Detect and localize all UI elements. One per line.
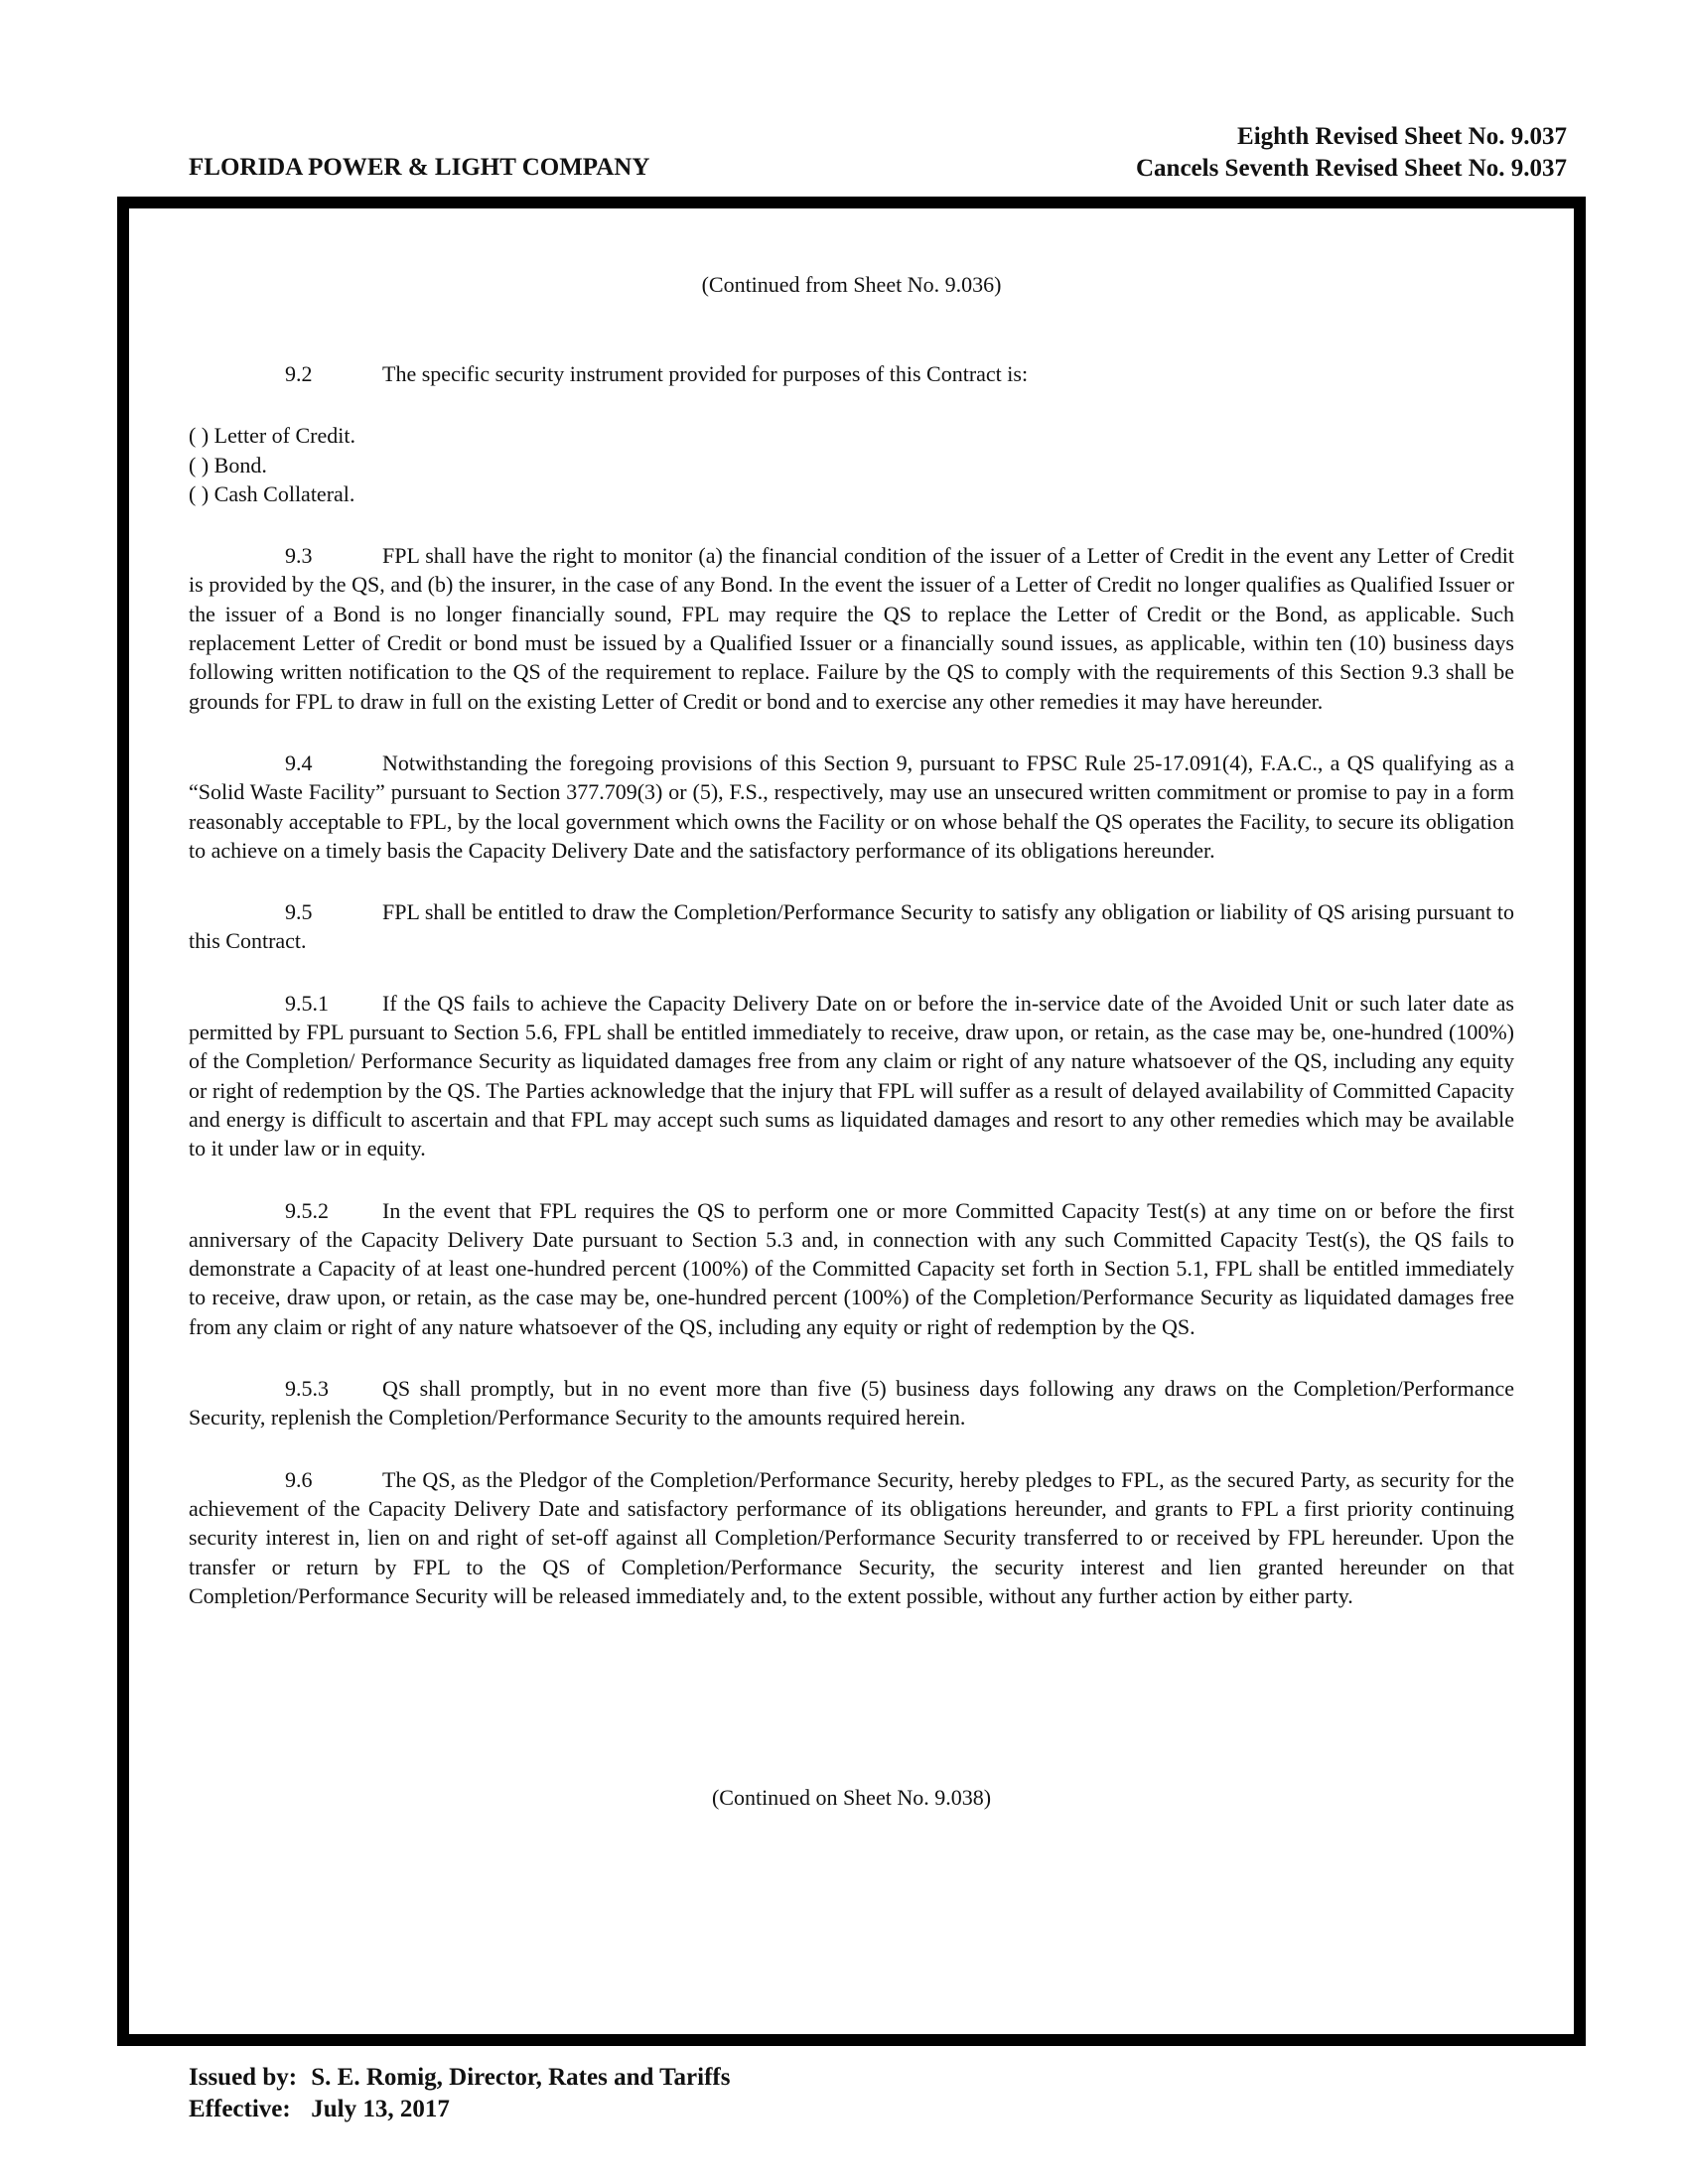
section-9-5-2 [189, 1196, 1514, 1341]
section-9-5 [189, 897, 1514, 956]
section-number: 9.6 [285, 1466, 313, 1492]
section-number: 9.2 [285, 361, 313, 386]
section-text: The QS, as the Pledgor of the Completion/Performance Security, hereby pledges to FPL, as the secured Party, as security for the achievement of the Capacity Delivery Date and satisfactory performance of its obligations hereunder, and grants to FPL a first priority continuing security interest in, lien on and right of set-off against all Completion/Performance Security transferred to or received by FPL hereunder. Upon the transfer or return by FPL to the QS of Completion/Performance Security, the security interest and lien granted hereunder on that Completion/Performance Security will be released immediately and, to the extent possible, without any further action by either party. [189, 1466, 1514, 1608]
section-text: In the event that FPL requires the QS to perform one or more Committed Capacity Test(s) at any time on or before the first anniversary of the Capacity Delivery Date pursuant to Section 5.3 and, in connection with any such Committed Capacity Test(s), the QS fails to demonstrate a Capacity of at least one-hundred percent (100%) of the Committed Capacity set forth in Section 5.1, FPL shall be entitled immediately to receive, draw upon, or retain, as the case may be, one-hundred percent (100%) of the Completion/Performance Security as liquidated damages free from any claim or right of any nature whatsoever of the QS, including any equity or right of redemption by the QS. [189, 1197, 1514, 1339]
section-text: FPL shall have the right to monitor (a) the financial condition of the issuer of a Letter of Credit in the event any Letter of Credit is provided by the QS, and (b) the insurer, in the case of any Bond. In the event the issuer of a Letter of Credit no longer qualifies as Qualified Issuer or the issuer of a Bond is no longer financially sound, FPL may require the QS to replace the Letter of Credit or the Bond, as applicable. Such replacement Letter of Credit or bond must be issued by a Qualified Issuer or a financially sound issues, as applicable, within ten (10) business days following written notification to the QS of the requirement to replace. Failure by the QS to comply with the requirements of this Section 9.3 shall be grounds for FPL to draw in full on the existing Letter of Credit or bond and to exercise any other remedies it may have hereunder. [189, 543, 1514, 714]
document-body [189, 359, 1514, 1643]
security-options [189, 421, 1514, 508]
section-number: 9.5.3 [285, 1376, 329, 1402]
section-number: 9.5.2 [285, 1197, 329, 1223]
option-letter-of-credit: ( ) Letter of Credit. [189, 423, 355, 449]
section-9-3 [189, 541, 1514, 716]
section-9-5-3 [189, 1374, 1514, 1433]
section-9-2 [189, 359, 1514, 388]
continued-from: (Continued from Sheet No. 9.036) [701, 272, 1002, 297]
continued-on: (Continued on Sheet No. 9.038) [711, 1785, 992, 1810]
section-number: 9.5 [285, 899, 313, 925]
tariff-frame [117, 197, 1586, 2046]
issued-by-label: Issued by: [189, 2064, 298, 2091]
issued-by-line [189, 2062, 730, 2094]
section-9-4 [189, 749, 1514, 865]
section-text: The specific security instrument provided for purposes of this Contract is: [382, 361, 1029, 386]
section-number: 9.5.1 [285, 990, 329, 1016]
company-name: FLORIDA POWER & LIGHT COMPANY [189, 154, 650, 181]
section-9-5-1 [189, 989, 1514, 1163]
cancels-sheet: Cancels Seventh Revised Sheet No. 9.037 [1135, 155, 1567, 182]
section-9-6 [189, 1465, 1514, 1610]
section-number: 9.3 [285, 543, 313, 569]
effective-line [189, 2094, 730, 2125]
section-text: Notwithstanding the foregoing provisions of this Section 9, pursuant to FPSC Rule 25-17.091(4), F.A.C., a QS qualifying as a “Solid Waste Facility” pursuant to Section 377.709(3) or (5), F.S., respectively, may use an unsecured written commitment or promise to pay in a form reasonably acceptable to FPL, by the local government which owns the Facility or on whose behalf the QS operates the Facility, to secure its obligation to achieve on a timely basis the Capacity Delivery Date and the satisfactory performance of its obligations hereunder. [189, 750, 1514, 863]
effective-label: Effective: [189, 2096, 291, 2122]
option-bond: ( ) Bond. [189, 452, 267, 478]
section-number: 9.4 [285, 750, 313, 775]
effective-date: July 13, 2017 [311, 2096, 450, 2122]
section-text: If the QS fails to achieve the Capacity Delivery Date on or before the in-service date of the Avoided Unit or such later date as permitted by FPL pursuant to Section 5.6, FPL shall be entitled immediately to receive, draw upon, or retain, as the case may be, one-hundred (100%) of the Completion/ Performance Security as liquidated damages free from any claim or right of any nature whatsoever of the QS, including any equity or right of redemption by the QS. The Parties acknowledge that the injury that FPL will suffer as a result of delayed availability of Committed Capacity and energy is difficult to ascertain and that FPL may accept such sums as liquidated damages and resort to any other remedies which may be available to it under law or in equity. [189, 990, 1514, 1161]
issuance-footer [189, 2062, 730, 2125]
section-text: QS shall promptly, but in no event more than five (5) business days following any draws on the Completion/Performance Security, replenish the Completion/Performance Security to the amounts required herein. [189, 1376, 1514, 1431]
option-cash-collateral: ( ) Cash Collateral. [189, 480, 355, 506]
section-text: FPL shall be entitled to draw the Completion/Performance Security to satisfy any obligation or liability of QS arising pursuant to this Contract. [189, 899, 1514, 954]
sheet-number: Eighth Revised Sheet No. 9.037 [1237, 123, 1567, 150]
sheet-header [1136, 121, 1567, 185]
issued-by-value: S. E. Romig, Director, Rates and Tariffs [311, 2064, 731, 2091]
